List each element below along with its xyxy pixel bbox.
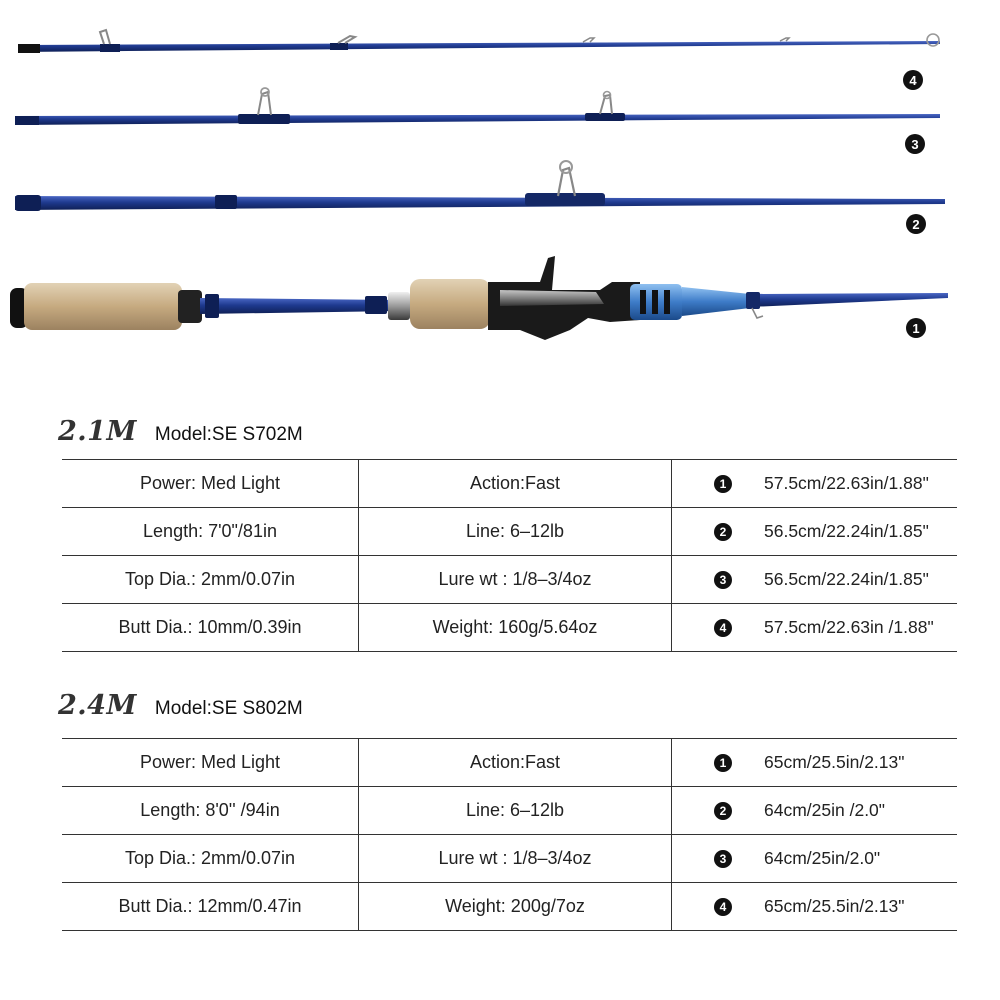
spec-table-2-4m — [62, 738, 957, 931]
model-label: Model:SE S702M — [154, 424, 303, 445]
section-number-badge: 4 — [714, 619, 732, 637]
spec-cell: Top Dia.: 2mm/0.07in — [62, 835, 359, 883]
table-row — [62, 460, 957, 508]
rod-section-2 — [15, 161, 945, 211]
section-length: 57.5cm/22.63in /1.88" — [764, 617, 934, 637]
table-row — [62, 835, 957, 883]
spec-heading-2-4m — [58, 690, 303, 730]
rod-length-title: 2.4M — [58, 690, 137, 721]
section-number-badge: 1 — [714, 475, 732, 493]
section-length: 65cm/25.5in/2.13" — [764, 752, 905, 772]
spec-cell: Action:Fast — [359, 460, 672, 508]
rod-section-4 — [18, 30, 940, 53]
spec-cell: Length: 7'0"/81in — [62, 508, 359, 556]
table-row — [62, 787, 957, 835]
section-length: 56.5cm/22.24in/1.85" — [764, 569, 929, 589]
section-badge-4: 4 — [903, 70, 923, 90]
section-badge-1: 1 — [906, 318, 926, 338]
rod-section-1 — [10, 256, 948, 340]
spec-cell: Weight: 160g/5.64oz — [359, 604, 672, 652]
section-number-badge: 3 — [714, 850, 732, 868]
hook-keeper-icon — [752, 308, 763, 318]
spec-cell: Line: 6–12lb — [359, 787, 672, 835]
section-badge-3: 3 — [905, 134, 925, 154]
spec-cell: Top Dia.: 2mm/0.07in — [62, 556, 359, 604]
spec-cell: Power: Med Light — [62, 460, 359, 508]
table-row — [62, 883, 957, 931]
spec-cell: Power: Med Light — [62, 739, 359, 787]
spec-cell: Butt Dia.: 10mm/0.39in — [62, 604, 359, 652]
table-row — [62, 604, 957, 652]
spec-cell: Line: 6–12lb — [359, 508, 672, 556]
table-row — [62, 508, 957, 556]
section-length: 65cm/25.5in/2.13" — [764, 896, 905, 916]
line-guide-icon — [258, 88, 612, 115]
spec-cell: Length: 8'0'' /94in — [62, 787, 359, 835]
rod-sections-illustration — [0, 0, 1000, 370]
section-number-badge: 3 — [714, 571, 732, 589]
section-number-badge: 4 — [714, 898, 732, 916]
section-length: 64cm/25in/2.0" — [764, 848, 881, 868]
table-row — [62, 556, 957, 604]
section-number-badge: 1 — [714, 754, 732, 772]
section-number-badge: 2 — [714, 802, 732, 820]
rod-length-title: 2.1M — [58, 416, 137, 447]
section-length: 64cm/25in /2.0" — [764, 800, 886, 820]
spec-table-2-1m — [62, 459, 957, 652]
section-length: 56.5cm/22.24in/1.85" — [764, 521, 929, 541]
section-number-badge: 2 — [714, 523, 732, 541]
spec-cell: Lure wt : 1/8–3/4oz — [359, 835, 672, 883]
spec-cell: Butt Dia.: 12mm/0.47in — [62, 883, 359, 931]
spec-cell: Lure wt : 1/8–3/4oz — [359, 556, 672, 604]
section-badge-2: 2 — [906, 214, 926, 234]
spec-heading-2-1m — [58, 416, 303, 456]
spec-cell: Action:Fast — [359, 739, 672, 787]
section-length: 57.5cm/22.63in/1.88" — [764, 473, 929, 493]
model-label: Model:SE S802M — [154, 698, 303, 719]
rod-section-3 — [15, 88, 940, 125]
spec-cell: Weight: 200g/7oz — [359, 883, 672, 931]
line-guide-icon — [558, 161, 575, 196]
table-row — [62, 739, 957, 787]
